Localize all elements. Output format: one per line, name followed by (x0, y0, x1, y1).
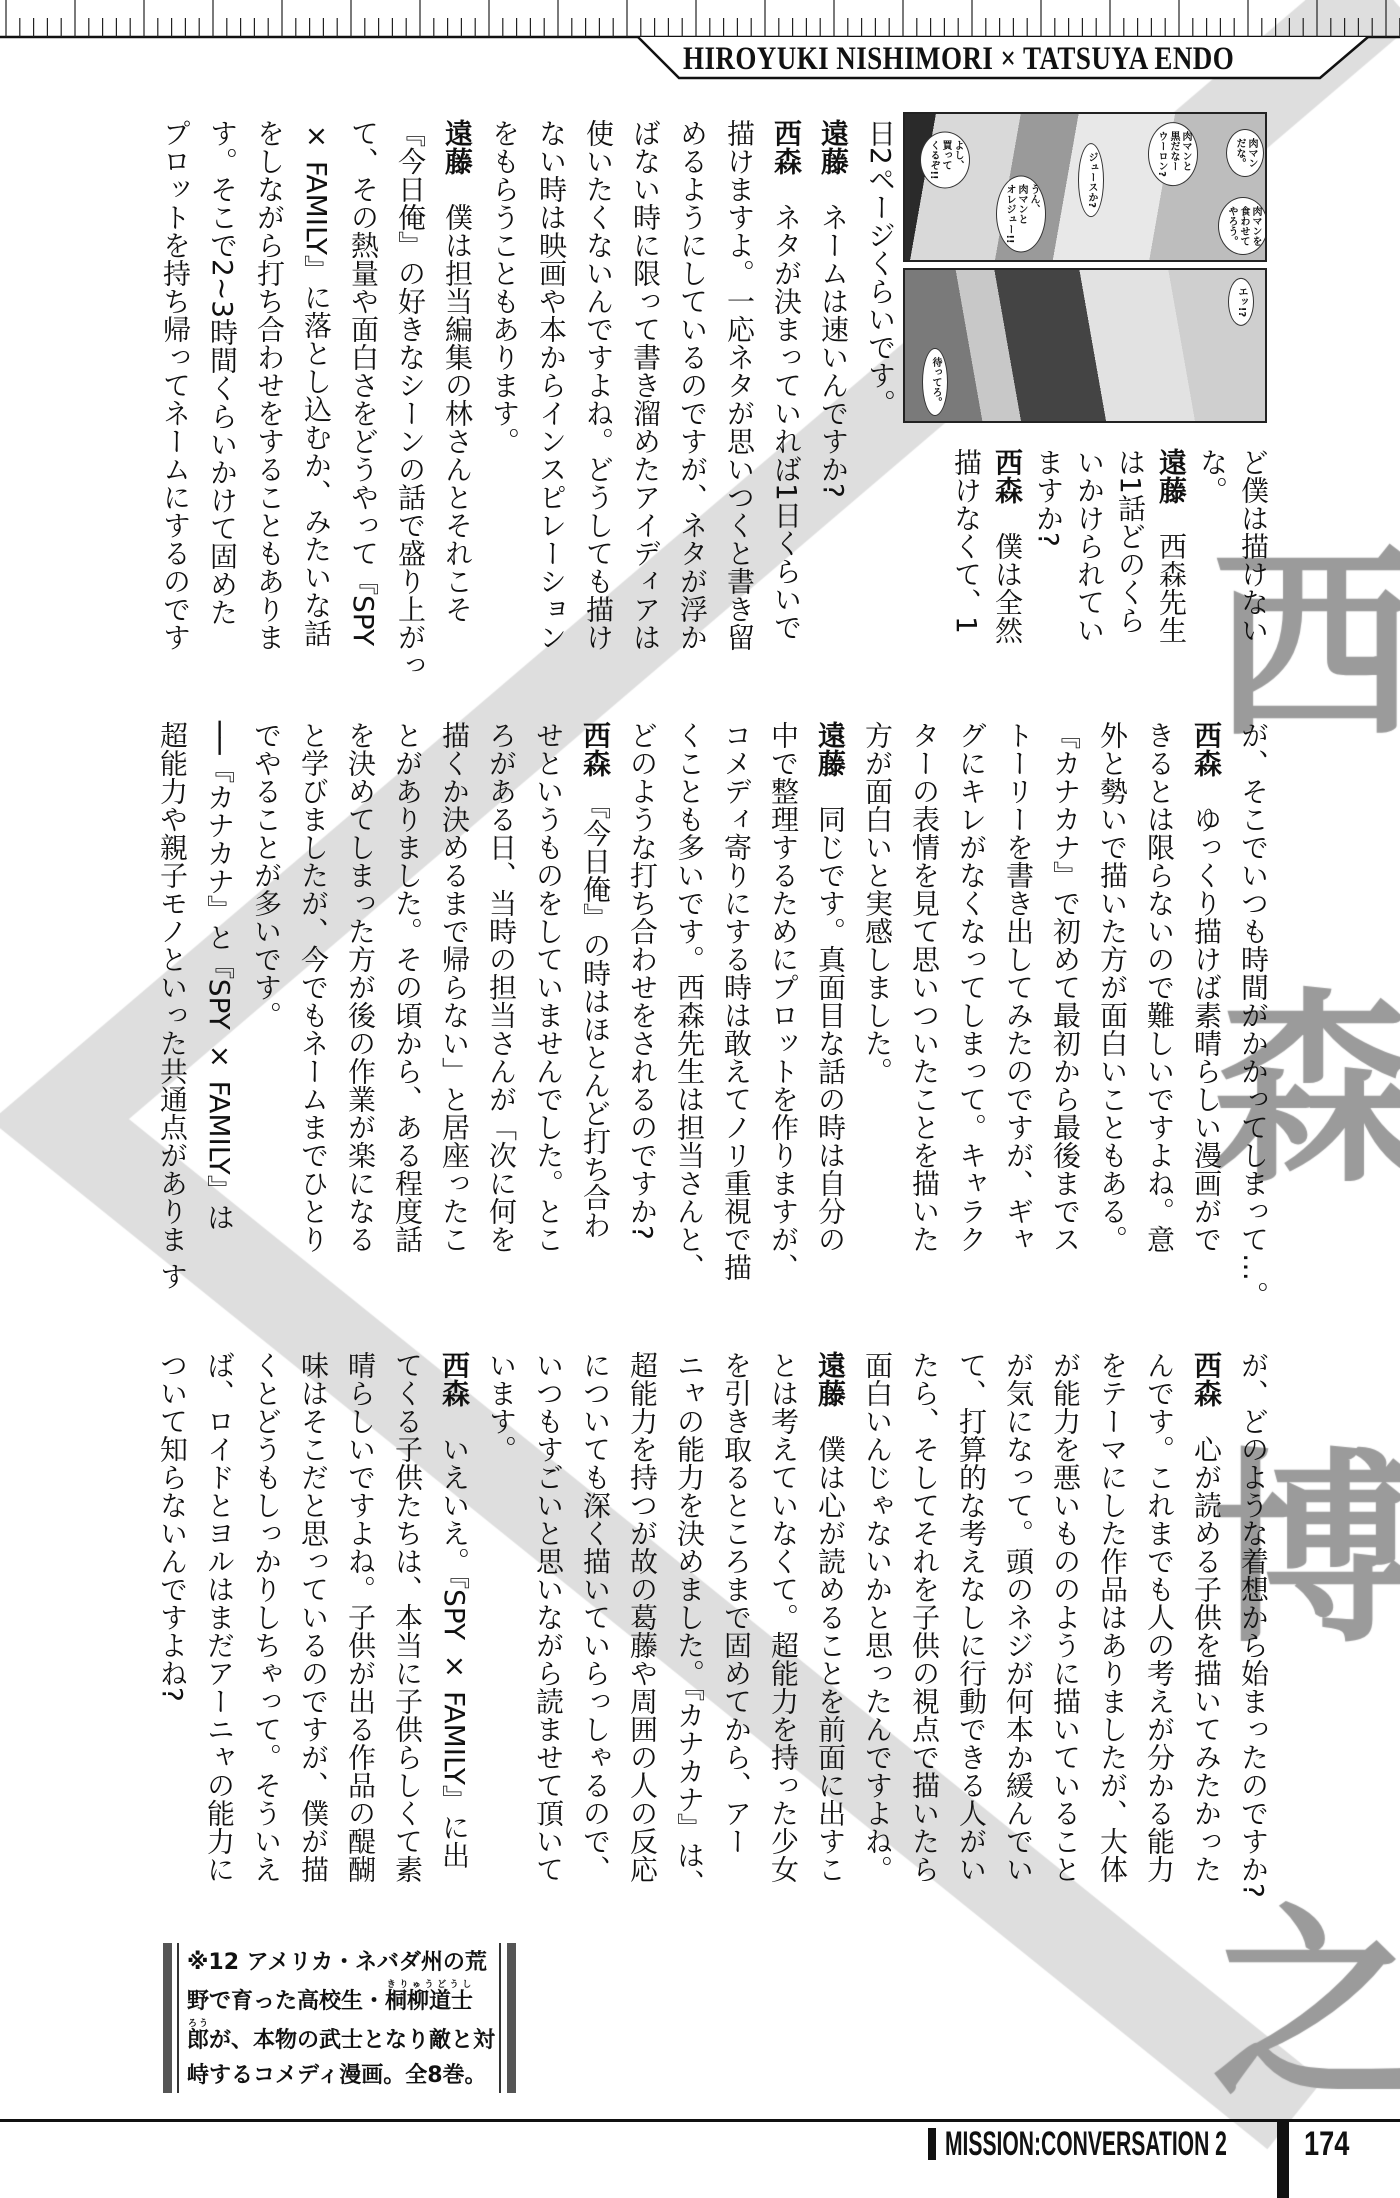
speaker-name: 西森 (991, 448, 1024, 504)
column-text: ろがある日、当時の担当さんが「次に何を (485, 721, 518, 1253)
text-column (901, 1351, 948, 1911)
text-column (713, 721, 760, 1281)
ruby-word (187, 2019, 210, 2053)
column-text: いつもすごいと思いながら読ませて頂いて (532, 1351, 565, 1883)
page-number: 174 (1304, 2125, 1350, 2163)
column-text: 僕は担当編集の林さんとそれこそ (441, 175, 474, 623)
text-column (1230, 1351, 1277, 1911)
ruby-base: 郎 (187, 2028, 210, 2053)
speaker-name: 遠藤 (441, 119, 474, 175)
column-text: と学びましたが、今でもネームまでひとり (297, 721, 330, 1253)
footnote-box (161, 1943, 518, 2093)
text-column (716, 119, 763, 679)
text-column (1028, 448, 1069, 668)
speech-bubble: 待ってろ。 (922, 348, 948, 416)
text-column (1069, 448, 1110, 668)
column-text: が、そこでいつも時間がかかってしまって…。 (1237, 721, 1270, 1309)
footnote-rule-right (499, 1943, 501, 2093)
text-column (337, 1351, 384, 1911)
text-column (760, 1351, 807, 1911)
text-column (387, 119, 434, 679)
column-text: て、打算的な考えなしに行動できる人がい (955, 1351, 988, 1883)
text-column (575, 119, 622, 679)
footnote-line (187, 2019, 496, 2058)
column-text: てくる子供たちは、本当に子供らしくて素 (391, 1351, 424, 1883)
text-column (431, 721, 478, 1281)
text-column (528, 119, 575, 679)
text-column (666, 721, 713, 1281)
column-text: いえいえ。『SPY × FAMILY』に出 (438, 1407, 471, 1870)
text-column (481, 119, 528, 679)
column-text: 描けますよ。一応ネタが思いつくと書き留 (723, 119, 756, 651)
text-column (946, 448, 987, 668)
speaker-line (810, 119, 857, 679)
text-column (337, 721, 384, 1281)
column-text: が気になって。頭のネジが何本か緩んでい (1002, 1351, 1035, 1883)
footnote-text-segment: 峙するコメディ漫画。全8巻。 (187, 2063, 487, 2088)
column-text: ニャの能力を決めました。『カナカナ』は、 (673, 1351, 706, 1897)
text-column (619, 1351, 666, 1911)
text-column (995, 1351, 1042, 1911)
speaker-name: 西森 (1190, 721, 1223, 777)
footnote-text-segment: ※12 アメリカ・ネバダ州の荒 (187, 1950, 487, 1975)
text-column (384, 721, 431, 1281)
column-text: ターの表情を見て思いついたことを描いた (908, 721, 941, 1253)
text-column (243, 1351, 290, 1911)
text-column (149, 721, 196, 1290)
column-text: 描くか決めるまで帰らない」と居座ったこ (438, 721, 471, 1253)
text-column (995, 721, 1042, 1281)
text-column (290, 1351, 337, 1911)
footer-mark (928, 2128, 936, 2160)
column-text: どのような打ち合わせをされるのですか? (626, 721, 659, 1240)
text-column (525, 721, 572, 1281)
column-text: 超能力を持つが故の葛藤や周囲の人の反応 (626, 1351, 659, 1883)
text-column (478, 721, 525, 1281)
column-text: ネタが決まっていれば1日くらいで (770, 175, 803, 641)
text-column (243, 721, 290, 1281)
column-text: 心が読める子供を描いてみたかった (1190, 1407, 1223, 1883)
footer-divider (1277, 2119, 1289, 2198)
column-text: をしながら打ち合わせをすることもありま (253, 119, 286, 651)
text-column (854, 721, 901, 1281)
speaker-name: 遠藤 (814, 721, 847, 777)
column-text: が能力を悪いもののように描いていること (1049, 1351, 1082, 1883)
column-text: ば、ロイドとヨルはまだアーニャの能力に (203, 1351, 236, 1883)
column-text: 描けなくて、1 (950, 448, 983, 634)
speaker-line (763, 119, 810, 679)
text-column (622, 119, 669, 679)
article-block-bottom (149, 1351, 1277, 1911)
column-text: ──『カナカナ』と『SPY × FAMILY』は (203, 721, 236, 1231)
footnote-bar-left (163, 1943, 172, 2093)
speech-bubble: 肉マン だな。 (1226, 129, 1264, 177)
footnote-line (187, 1980, 493, 2019)
column-text: 面白いんじゃないかと思ったんですよね。 (861, 1351, 894, 1883)
column-text: 味はそこだと思っているのですが、僕が描 (297, 1351, 330, 1883)
column-text: 中で整理するためにプロットを作りますが、 (767, 721, 800, 1281)
column-text: 日2ページくらいです。 (864, 119, 897, 417)
speaker-name: 遠藤 (817, 119, 850, 175)
speaker-line (987, 448, 1028, 668)
speech-bubble: ジュースか? (1078, 143, 1104, 217)
column-text: を決めてしまった方が後の作業が楽になる (344, 721, 377, 1253)
speaker-name: 遠藤 (1155, 448, 1188, 504)
speech-bubble: 肉マンと 黒だなー ウーロン? (1148, 122, 1198, 186)
text-column (854, 1351, 901, 1911)
speech-bubble: エッ!? (1228, 278, 1254, 326)
column-text: プロットを持ち帰ってネームにするのです (159, 119, 192, 651)
text-column (196, 1351, 243, 1911)
column-text: す。そこで2~3時間くらいかけて固めた (206, 119, 239, 627)
column-text: ばない時に限って書き溜めたアイディアは (629, 119, 662, 651)
footnote-line (187, 2058, 493, 2093)
column-text: グにキレがなくなってしまって。キャラク (955, 721, 988, 1253)
column-text: 使いたくないんですよね。どうしても描け (582, 119, 615, 651)
column-text: めるようにしているのですが、ネタが浮か (676, 119, 709, 651)
article-block-top (152, 119, 904, 679)
column-text: についても深く描いていらっしゃるので、 (579, 1351, 612, 1883)
text-column (857, 119, 904, 679)
speaker-line (807, 721, 854, 1281)
column-text: て、その熱量や面白さをどうやって『SPY (347, 119, 380, 647)
speaker-line (572, 721, 619, 1281)
text-column (478, 1351, 525, 1911)
article-block-middle (149, 721, 1277, 1309)
column-text: たら、そしてそれを子供の視点で描いたら (908, 1351, 941, 1883)
column-text: × FAMILY』に落とし込むか、みたいな話 (300, 119, 333, 647)
text-column (149, 1351, 196, 1911)
column-text: が、どのような着想から始まったのですか? (1237, 1351, 1270, 1898)
text-column (199, 119, 246, 679)
column-text: います。 (485, 1351, 518, 1463)
speaker-line (1151, 448, 1192, 668)
speaker-line (1183, 721, 1230, 1281)
speaker-name: 西森 (579, 721, 612, 777)
column-text: いかけられてい (1073, 448, 1106, 644)
column-text: 僕は心が読めることを前面に出すこ (814, 1407, 847, 1883)
speech-bubble: 肉マンを 食わせて やろう。 (1218, 197, 1267, 255)
column-text: とがありました。その頃から、ある程度話 (391, 721, 424, 1253)
ruby-base: 桐柳道士 (385, 1989, 474, 2014)
column-text: ついて知らないんですよね? (156, 1351, 189, 1702)
speaker-line (434, 119, 481, 679)
text-column (572, 1351, 619, 1911)
text-column (1042, 721, 1089, 1281)
column-text: ゆっくり描けば素晴らしい漫画がで (1190, 777, 1223, 1253)
text-column (1089, 721, 1136, 1281)
column-text: は1話どのくら (1114, 448, 1147, 634)
text-column (1230, 721, 1277, 1309)
text-column (1089, 1351, 1136, 1911)
column-text: 僕は全然 (991, 504, 1024, 644)
column-text: をもらうこともあります。 (488, 119, 521, 455)
speech-bubble: よし、 買って くるぞ!! (920, 131, 970, 188)
column-text: んです。これまでも人の考えが分かる能力 (1143, 1351, 1176, 1883)
text-column (246, 119, 293, 679)
column-text: をテーマにした作品はありましたが、大体 (1096, 1351, 1129, 1883)
text-column (1233, 448, 1274, 668)
footnote-text (187, 1945, 496, 2093)
column-text: くとどうもしっかりしちゃって。そういえ (250, 1351, 283, 1883)
text-column (152, 119, 199, 679)
footer-section-title: MISSION:CONVERSATION 2 (945, 2125, 1227, 2163)
header-title: HIROYUKI NISHIMORI × TATSUYA ENDO (683, 41, 1235, 77)
footnote-line (187, 1945, 493, 1980)
column-text: とは考えていなくて。超能力を持った少女 (767, 1351, 800, 1883)
text-column (1136, 1351, 1183, 1911)
text-column (525, 1351, 572, 1911)
speaker-line (431, 1351, 478, 1911)
manga-panel-bottom (903, 268, 1267, 423)
manga-illustration (903, 112, 1267, 423)
column-text: 外と勢いで描いた方が面白いこともある。 (1096, 721, 1129, 1253)
column-text: 『カナカナ』で初めて最初から最後までス (1049, 721, 1082, 1253)
text-column (1192, 448, 1233, 668)
column-text: 同じです。真面目な話の時は自分の (814, 777, 847, 1253)
text-column (290, 721, 337, 1281)
column-text: きるとは限らないので難しいですよね。意 (1143, 721, 1176, 1253)
column-text: 晴らしいですよね。子供が出る作品の醍醐 (344, 1351, 377, 1883)
speaker-line (1183, 1351, 1230, 1911)
speaker-line (807, 1351, 854, 1911)
text-column (1136, 721, 1183, 1281)
footer-rule (0, 2119, 1400, 2122)
manga-panel-top (903, 112, 1267, 262)
text-column (384, 1351, 431, 1911)
column-text: 『今日俺』の好きなシーンの話で盛り上がっ (394, 119, 427, 679)
speaker-name: 遠藤 (814, 1351, 847, 1407)
column-text: 西森先生 (1155, 504, 1188, 644)
column-text: コメディ寄りにする時は敢えてノリ重視で描 (720, 721, 753, 1281)
footnote-bar-right (507, 1943, 516, 2093)
column-text: 方が面白いと実感しました。 (861, 721, 894, 1085)
text-column (293, 119, 340, 679)
text-column (619, 721, 666, 1281)
column-text: ますか? (1032, 448, 1065, 547)
column-text: 『今日俺』の時はほとんど打ち合わ (579, 777, 612, 1239)
speaker-name: 西森 (770, 119, 803, 175)
column-text: でやることが多いです。 (250, 721, 283, 1029)
text-column (666, 1351, 713, 1911)
ruby-reading: きりゅうどうし (385, 1980, 474, 1990)
text-column (340, 119, 387, 679)
speaker-name: 西森 (438, 1351, 471, 1407)
text-column (948, 721, 995, 1281)
text-column (948, 1351, 995, 1911)
text-column (669, 119, 716, 679)
footnote-text-segment: 野で育った高校生・ (187, 1989, 386, 2014)
column-text: ない時は映画や本からインスピレーション (535, 119, 568, 651)
footnote-rule-left (177, 1943, 179, 2093)
text-column (196, 721, 243, 1281)
text-column (901, 721, 948, 1281)
column-text: トーリーを書き出してみたのですが、ギャ (1002, 721, 1035, 1253)
column-text: 超能力や親子モノといった共通点がありま す (156, 721, 189, 1290)
column-text: くことも多いです。西森先生は担当さんと、 (673, 721, 706, 1281)
column-text: な。 (1196, 448, 1229, 504)
text-column (760, 721, 807, 1281)
ruby-word (385, 1980, 474, 2014)
text-column (713, 1351, 760, 1911)
ruby-reading: ろう (187, 2019, 210, 2029)
speech-bubble: うん、 肉マンと オレジュー!! (996, 175, 1046, 252)
column-text: ネームは速いんですか? (817, 175, 850, 498)
text-column (1110, 448, 1151, 668)
footnote-text-segment: が、本物の武士となり敵と対 (209, 2028, 496, 2053)
column-text: を引き取るところまで固めてから、アー (720, 1351, 753, 1855)
speaker-name: 西森 (1190, 1351, 1223, 1407)
column-text: せというものをしていませんでした。とこ (532, 721, 565, 1253)
article-block-top-right (946, 448, 1274, 668)
column-text: ど僕は描けない (1237, 448, 1270, 644)
text-column (1042, 1351, 1089, 1911)
